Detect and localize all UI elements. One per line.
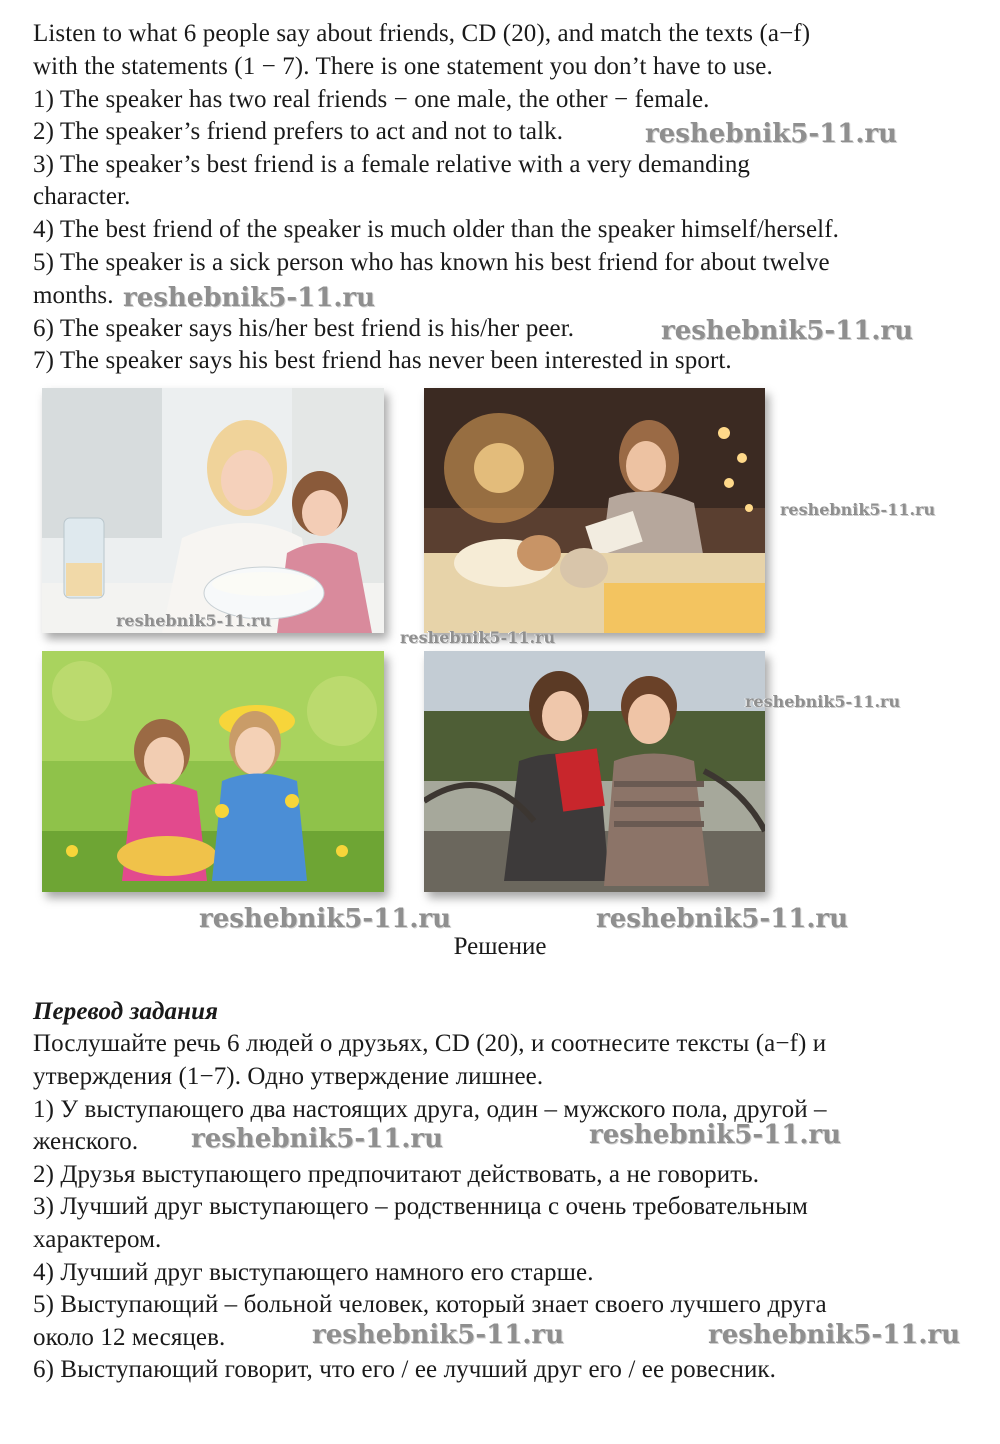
watermark: reshebnik5-11.ru — [596, 904, 849, 934]
statement-5-line-2: months. — [33, 282, 114, 309]
watermark: reshebnik5-11.ru — [661, 316, 914, 346]
translation-statement-1-line-1: 1) У выступающего два настоящих друга, один – мужского пола, другой – — [33, 1096, 827, 1123]
statement-4: 4) The best friend of the speaker is much older than the speaker himself/herself. — [33, 216, 839, 243]
watermark: reshebnik5-11.ru — [123, 283, 376, 313]
translation-statement-5-line-1: 5) Выступающий – больной человек, который знает своего лучшего друга — [33, 1291, 827, 1318]
translation-statement-1-line-2: женского. — [33, 1128, 139, 1155]
statement-5-line-1: 5) The speaker is a sick person who has known his best friend for about twelve — [33, 249, 830, 276]
watermark: reshebnik5-11.ru — [645, 119, 898, 149]
photo-teens-reading — [424, 651, 765, 892]
watermark: reshebnik5-11.ru — [400, 628, 556, 647]
task-intro-line-2: with the statements (1 − 7). There is one statement you don’t have to use. — [33, 53, 773, 80]
translation-statement-5-line-2: около 12 месяцев. — [33, 1324, 226, 1351]
watermark: reshebnik5-11.ru — [116, 611, 272, 630]
watermark: reshebnik5-11.ru — [780, 500, 936, 519]
statement-3-line-2: character. — [33, 183, 131, 210]
statement-1: 1) The speaker has two real friends − one male, the other − female. — [33, 86, 710, 113]
solution-label: Решение — [453, 933, 547, 960]
translation-intro-line-2: утверждения (1−7). Одно утверждение лишнее. — [33, 1063, 544, 1090]
translation-statement-2: 2) Друзья выступающего предпочитают действовать, а не говорить. — [33, 1161, 760, 1188]
watermark: reshebnik5-11.ru — [708, 1320, 961, 1350]
translation-statement-4: 4) Лучший друг выступающего намного его старше. — [33, 1259, 594, 1286]
watermark: reshebnik5-11.ru — [199, 904, 452, 934]
translation-statement-3-line-2: характером. — [33, 1226, 162, 1253]
watermark: reshebnik5-11.ru — [191, 1124, 444, 1154]
watermark: reshebnik5-11.ru — [589, 1120, 842, 1150]
translation-statement-3-line-1: 3) Лучший друг выступающего – родственница с очень требовательным — [33, 1193, 808, 1220]
statement-3-line-1: 3) The speaker’s best friend is a female relative with a very demanding — [33, 151, 751, 178]
statement-7: 7) The speaker says his best friend has never been interested in sport. — [33, 347, 732, 374]
watermark: reshebnik5-11.ru — [745, 692, 901, 711]
photo-mother-daughter-baking — [42, 388, 384, 633]
photo-girls-dandelions — [42, 651, 384, 892]
translation-intro-line-1: Послушайте речь 6 людей о друзьях, CD (20), и соотнесите тексты (a−f) и — [33, 1030, 827, 1057]
photo-bedtime-story — [424, 388, 765, 633]
statement-6: 6) The speaker says his/her best friend is his/her peer. — [33, 315, 575, 342]
statement-2: 2) The speaker’s friend prefers to act and not to talk. — [33, 118, 564, 145]
translation-statement-6: 6) Выступающий говорит, что его / ее лучший друг его / ее ровесник. — [33, 1356, 777, 1383]
task-intro-line-1: Listen to what 6 people say about friends, CD (20), and match the texts (a−f) — [33, 20, 811, 47]
watermark: reshebnik5-11.ru — [312, 1320, 565, 1350]
translation-heading: Перевод задания — [33, 998, 219, 1025]
